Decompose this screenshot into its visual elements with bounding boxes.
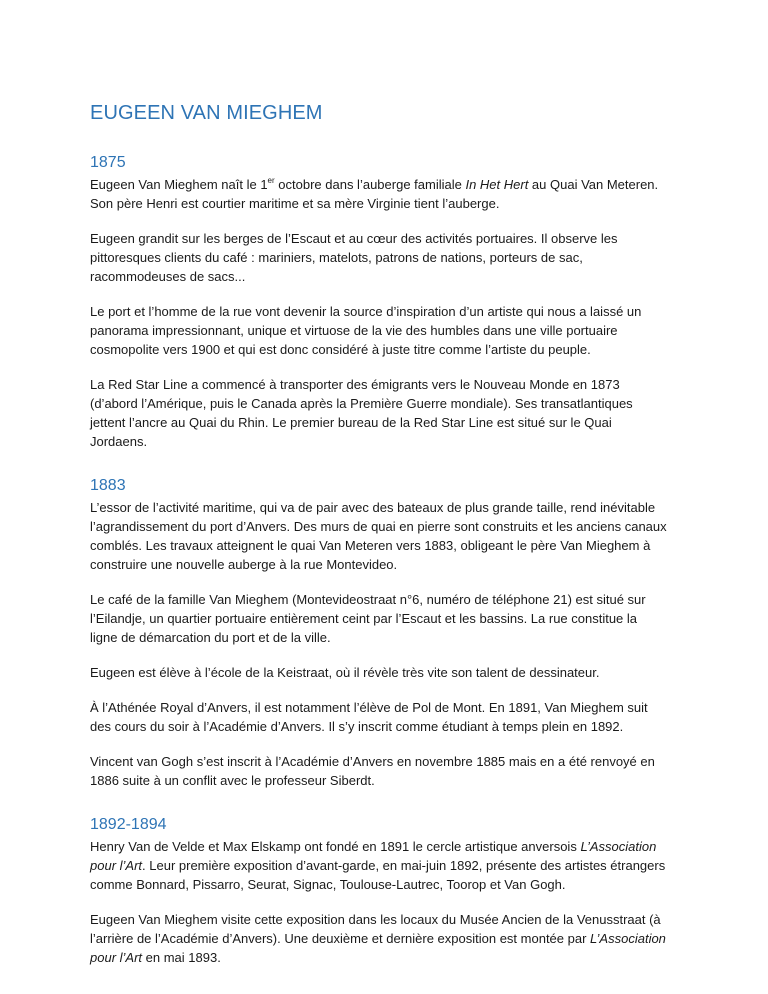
document-title: EUGEEN VAN MIEGHEM — [90, 102, 323, 124]
paragraph: Henry Van de Velde et Max Elskamp ont fondé en 1891 le cercle artistique anversois L’Association pour l’Art. Leur première exposition d’avant-garde, en mai-juin 1892, présente des artistes étrangers comme Bonnard, Pissarro, Seurat, Signac, Toulouse-Lautrec, Toorop et Van Gogh. — [90, 839, 666, 892]
paragraph: À l’Athénée Royal d’Anvers, il est notamment l’élève de Pol de Mont. En 1891, Van Mieghem suit des cours du soir à l’Académie d’Anvers. Il s’y inscrit comme étudiant à temps plein en 1892. — [90, 700, 648, 734]
section-1875 — [90, 154, 668, 451]
section-1892-1894 — [90, 816, 668, 967]
paragraph: Le café de la famille Van Mieghem (Montevideostraat n°6, numéro de téléphone 21) est situé sur l’Eilandje, un quartier portuaire entièrement ceint par l’Escaut et les bassins. La rue constitue la ligne de démarcation du port et de la ville. — [90, 592, 646, 645]
paragraph: Le port et l’homme de la rue vont devenir la source d’inspiration d’un artiste qui nous a laissé un panorama impressionnant, unique et virtuose de la vie des humbles dans une ville portuaire cosmopolite vers 1900 et qui est donc considéré à juste titre comme l’artiste du peuple. — [90, 304, 642, 357]
paragraph: La Red Star Line a commencé à transporter des émigrants vers le Nouveau Monde en 1873 (d’abord l’Amérique, puis le Canada après la Première Guerre mondiale). Ses transatlantiques jettent l’ancre au Quai du Rhin. Le premier bureau de la Red Star Line est situé sur le Quai Jordaens. — [90, 377, 633, 449]
paragraph: Eugeen Van Mieghem visite cette exposition dans les locaux du Musée Ancien de la Venusstraat (à l’arrière de l’Académie d’Anvers). Une deuxième et dernière exposition est montée par L’Association pour l’Art en mai 1893. — [90, 912, 666, 965]
paragraph: Eugeen Van Mieghem naît le 1er octobre dans l’auberge familiale In Het Hert au Quai Van Meteren. Son père Henri est courtier maritime et sa mère Virginie tient l’auberge. — [90, 175, 659, 211]
paragraph: Eugeen grandit sur les berges de l’Escaut et au cœur des activités portuaires. Il observe les pittoresques clients du café : mariniers, matelots, patrons de nations, porteurs de sac, racommodeuses de sacs... — [90, 231, 618, 284]
section-1883 — [90, 477, 668, 790]
section-heading: 1883 — [90, 477, 126, 494]
paragraph: Eugeen est élève à l’école de la Keistraat, où il révèle très vite son talent de dessinateur. — [90, 665, 600, 680]
paragraph: Vincent van Gogh s’est inscrit à l’Académie d’Anvers en novembre 1885 mais en a été renvoyé en 1886 suite à un conflit avec le professeur Siberdt. — [90, 754, 655, 788]
paragraph: L’essor de l’activité maritime, qui va de pair avec des bateaux de plus grande taille, rend inévitable l’agrandissement du port d’Anvers. Des murs de quai en pierre sont construits et les anciens canaux comblés. Les travaux atteignent le quai Van Meteren vers 1883, obligeant le père Van Mieghem à construire une nouvelle auberge à la rue Montevideo. — [90, 500, 667, 572]
section-heading: 1892-1894 — [90, 816, 167, 833]
section-heading: 1875 — [90, 154, 126, 171]
